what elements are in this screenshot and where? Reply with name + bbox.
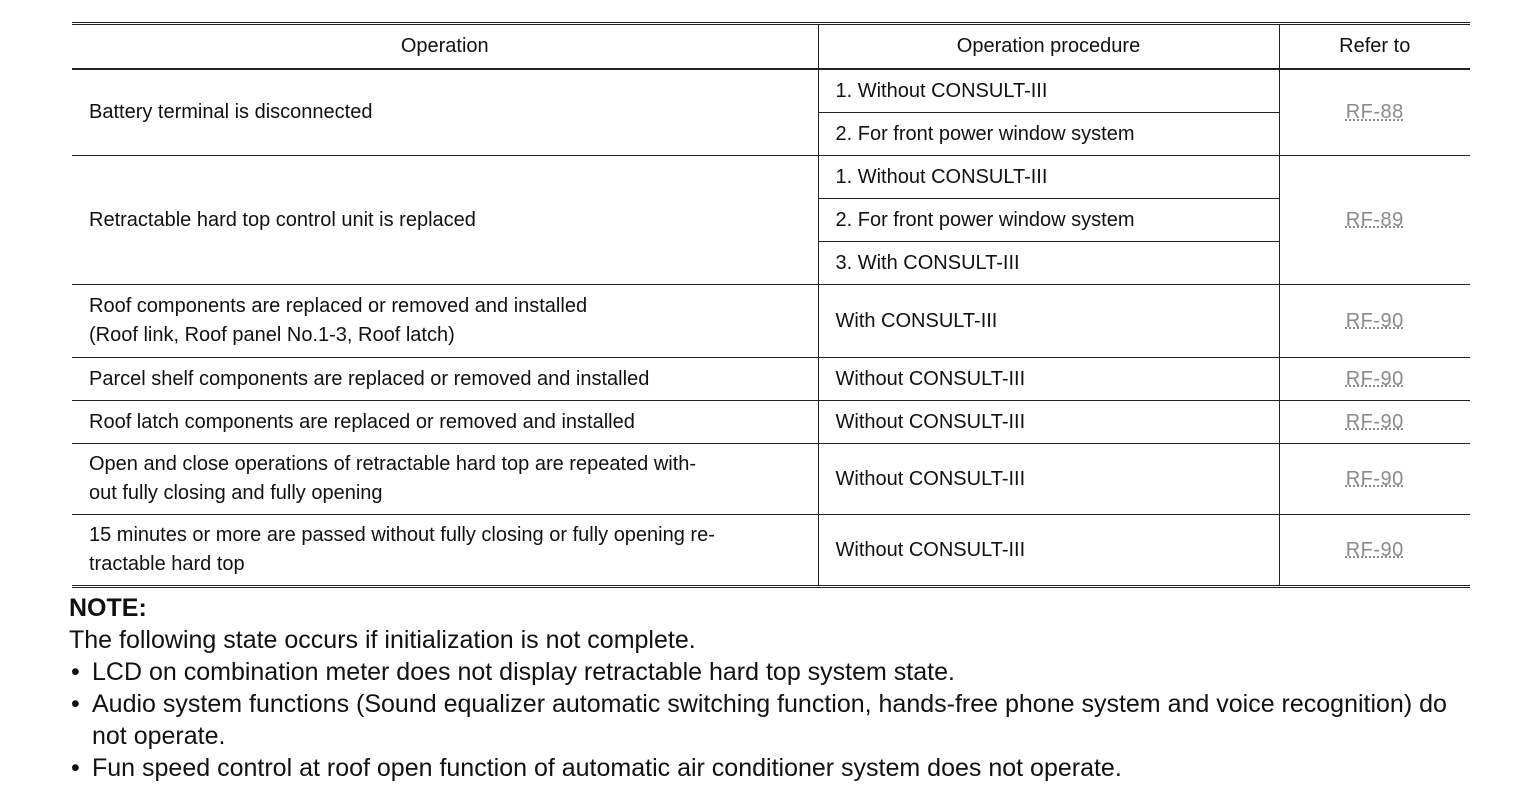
bullet-icon: • [71,690,80,718]
operation-cell [72,444,818,515]
procedure-cell: 2. For front power window system [818,113,1279,156]
procedure-cell: Without CONSULT-III [818,515,1279,587]
header-refer-to: Refer to [1279,24,1470,70]
table-row [72,515,1470,587]
refer-link[interactable]: RF-90 [1345,538,1404,561]
refer-link[interactable]: RF-90 [1345,367,1404,390]
note-intro: The following state occurs if initialization is not complete. [69,626,696,654]
operation-cell: Roof latch components are replaced or removed and installed [72,401,818,444]
refer-cell [1279,401,1470,444]
note-section [69,592,1470,784]
table-row [72,444,1470,515]
refer-link[interactable]: RF-90 [1345,410,1404,433]
refer-cell [1279,358,1470,401]
refer-link[interactable]: RF-89 [1345,208,1404,231]
operation-line: tractable hard top [89,553,245,575]
procedure-cell: Without CONSULT-III [818,358,1279,401]
note-title: NOTE: [69,594,147,622]
operation-cell [72,515,818,587]
table-row [72,401,1470,444]
document [69,22,1470,784]
note-bullet-text: Audio system functions (Sound equalizer automatic switching function, hands-free phone system and voice recognition) do not operate. [92,690,1447,750]
note-bullet-text: Fun speed control at roof open function of automatic air conditioner system does not operate. [92,754,1122,782]
note-bullet-item [69,688,1470,752]
refer-cell [1279,156,1470,285]
operation-cell: Parcel shelf components are replaced or removed and installed [72,358,818,401]
operation-line: (Roof link, Roof panel No.1-3, Roof latch) [89,324,455,346]
table-row [72,358,1470,401]
procedure-cell: 2. For front power window system [818,199,1279,242]
bullet-icon: • [71,754,80,782]
procedure-cell: 3. With CONSULT-III [818,242,1279,285]
operation-cell [72,285,818,358]
refer-cell [1279,515,1470,587]
table-header-row [72,24,1470,70]
header-operation-procedure: Operation procedure [818,24,1279,70]
table-row [72,156,1470,199]
note-bullet-text: LCD on combination meter does not display retractable hard top system state. [92,658,955,686]
initialization-table [72,22,1470,588]
operation-line: Roof components are replaced or removed and installed [89,295,588,317]
refer-cell [1279,285,1470,358]
operation-line: 15 minutes or more are passed without fully closing or fully opening re- [89,524,715,546]
table-row [72,285,1470,358]
refer-cell [1279,444,1470,515]
note-bullet-item [69,656,1470,688]
procedure-cell: 1. Without CONSULT-III [818,156,1279,199]
bullet-icon: • [71,658,80,686]
procedure-cell: Without CONSULT-III [818,444,1279,515]
procedure-cell: 1. Without CONSULT-III [818,69,1279,113]
operation-line: out fully closing and fully opening [89,482,383,504]
operation-cell: Retractable hard top control unit is replaced [72,156,818,285]
header-operation: Operation [72,24,818,70]
refer-link[interactable]: RF-90 [1345,309,1404,332]
refer-link[interactable]: RF-88 [1345,101,1404,123]
operation-cell: Battery terminal is disconnected [72,69,818,156]
procedure-cell: Without CONSULT-III [818,401,1279,444]
procedure-cell: With CONSULT-III [818,285,1279,358]
table-row [72,69,1470,113]
refer-link[interactable]: RF-90 [1345,467,1404,490]
note-bullet-item [69,752,1470,784]
refer-cell [1279,69,1470,156]
operation-line: Open and close operations of retractable hard top are repeated with- [89,453,697,475]
note-bullet-list [69,656,1470,784]
